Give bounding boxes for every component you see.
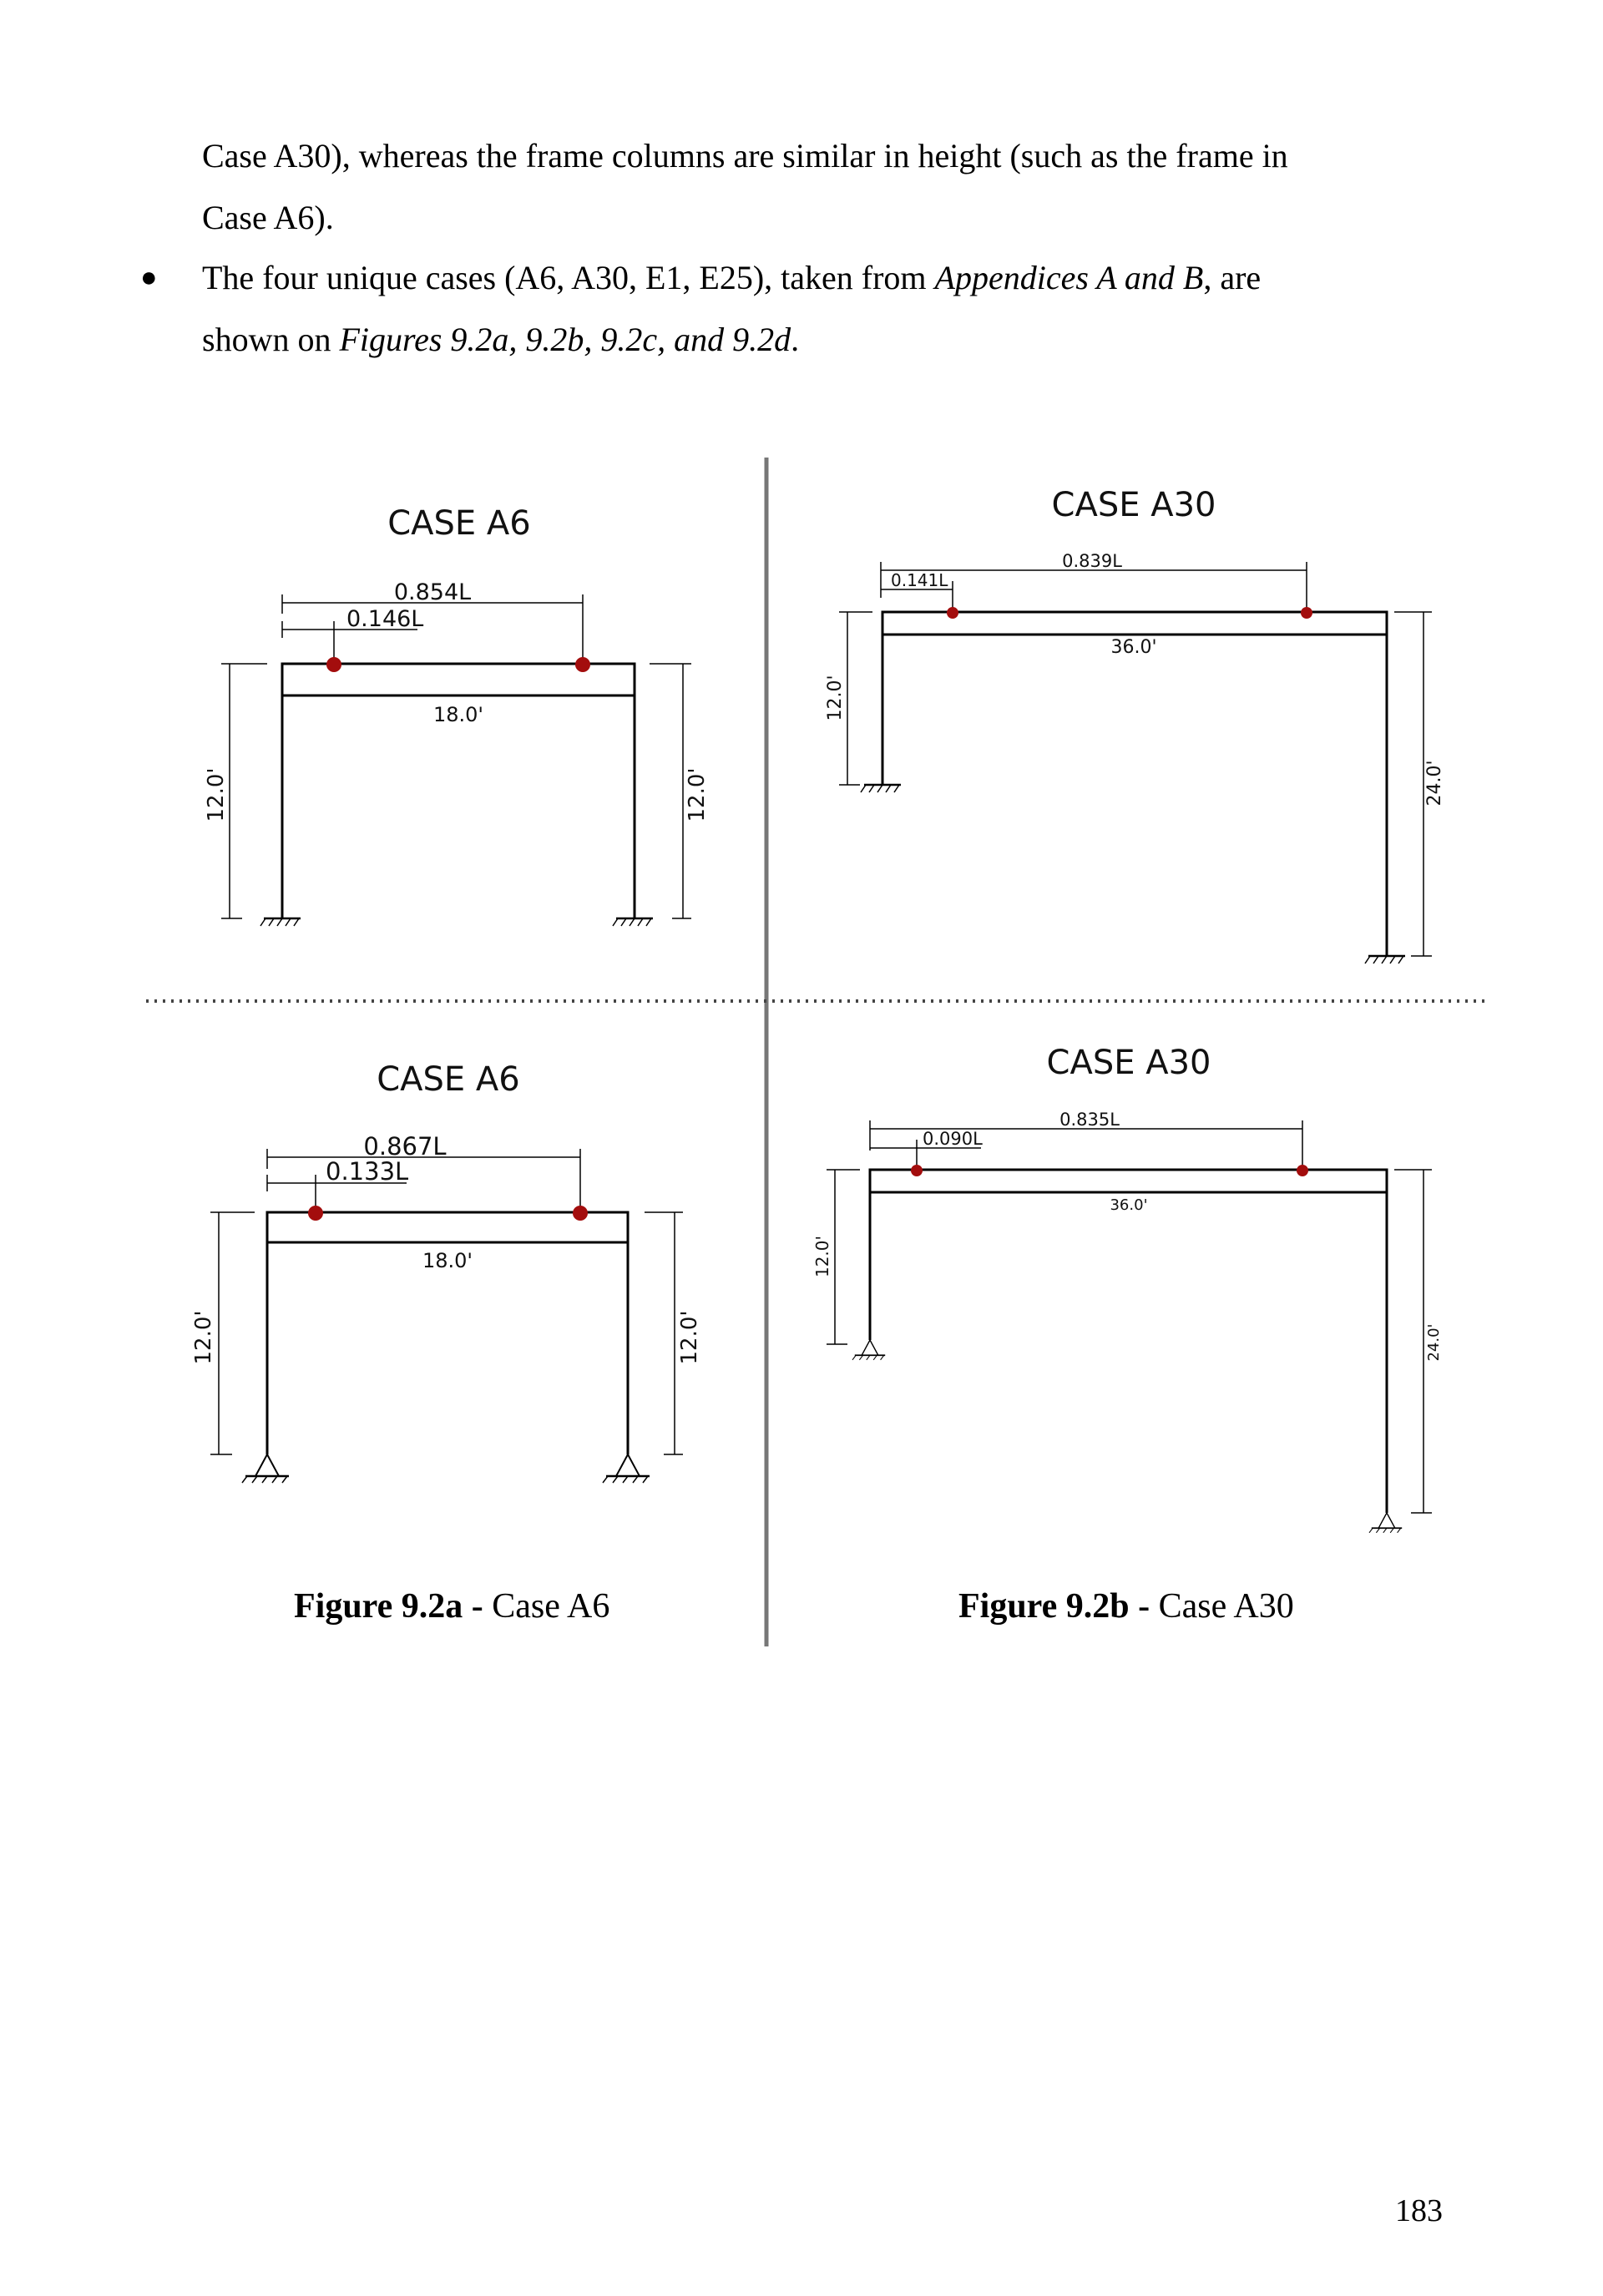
hinge-top-right-2 [1301, 607, 1312, 619]
caption-text-a: Case A6 [483, 1587, 610, 1626]
title-top-left: CASE A6 [387, 504, 531, 543]
figure-bottom-right [812, 1044, 1443, 1533]
text-line-1: Case A30), whereas the frame columns are similar in height (such as the frame in [202, 137, 1288, 174]
hinge-bottom-left-1 [308, 1206, 323, 1221]
span-bottom-right: 36.0' [1110, 1196, 1148, 1214]
hinge-bottom-right-1 [911, 1165, 923, 1176]
title-bottom-right: CASE A30 [1046, 1044, 1211, 1082]
bullet-icon: ● [140, 262, 158, 293]
height-right-bottom-right: 24.0' [1425, 1323, 1443, 1362]
height-left-bottom-right: 12.0' [812, 1235, 832, 1278]
height-right-top-right: 24.0' [1424, 760, 1445, 807]
height-left-top-right: 12.0' [825, 675, 846, 721]
height-left-bottom-left: 12.0' [191, 1310, 216, 1365]
figure-top-right [825, 486, 1445, 963]
height-left-top-left: 12.0' [204, 767, 229, 822]
hinge-bottom-left-2 [573, 1206, 588, 1221]
dim-inner-top-right: 0.141L [891, 570, 948, 590]
figure-ref: Figures 9.2a, 9.2b, 9.2c, and 9.2d [339, 321, 791, 358]
height-right-top-left: 12.0' [685, 767, 710, 822]
dim-inner-top-left: 0.146L [346, 606, 424, 632]
dim-outer-top-right: 0.839L [1062, 551, 1122, 571]
text-line-4-suffix: . [791, 321, 800, 358]
caption-text-b: Case A30 [1150, 1587, 1294, 1626]
dim-inner-bottom-left: 0.133L [326, 1157, 409, 1186]
span-top-right: 36.0' [1110, 637, 1157, 658]
hinge-bottom-right-2 [1297, 1165, 1308, 1176]
caption-figure-9-2b [958, 1586, 1294, 1626]
span-top-left: 18.0' [432, 703, 484, 726]
title-top-right: CASE A30 [1051, 486, 1216, 524]
appendix-ref: Appendices A and B [934, 259, 1204, 296]
hinge-top-right-1 [947, 607, 958, 619]
dim-outer-top-left: 0.854L [393, 579, 472, 605]
hinge-top-left-2 [575, 657, 590, 672]
caption-label-b: Figure 9.2b - [958, 1587, 1150, 1626]
dim-outer-bottom-right: 0.835L [1059, 1110, 1120, 1130]
text-line-4-prefix: shown on [202, 321, 340, 358]
caption-figure-9-2a [294, 1586, 609, 1626]
text-line-2: Case A6). [202, 199, 334, 236]
dim-inner-bottom-right: 0.090L [923, 1129, 983, 1149]
figure-bottom-left [191, 1060, 702, 1483]
text-line-3: The four unique cases (A6, A30, E1, E25), taken from Appendices A and B, are [202, 259, 1262, 296]
dim-outer-bottom-left: 0.867L [363, 1132, 447, 1161]
caption-label-a: Figure 9.2a - [294, 1587, 483, 1626]
height-right-bottom-left: 12.0' [677, 1310, 702, 1365]
figure-top-left [204, 504, 710, 926]
span-bottom-left: 18.0' [422, 1249, 473, 1272]
hinge-top-left-1 [326, 657, 341, 672]
page-number: 183 [1395, 2193, 1443, 2228]
title-bottom-left: CASE A6 [377, 1060, 520, 1099]
